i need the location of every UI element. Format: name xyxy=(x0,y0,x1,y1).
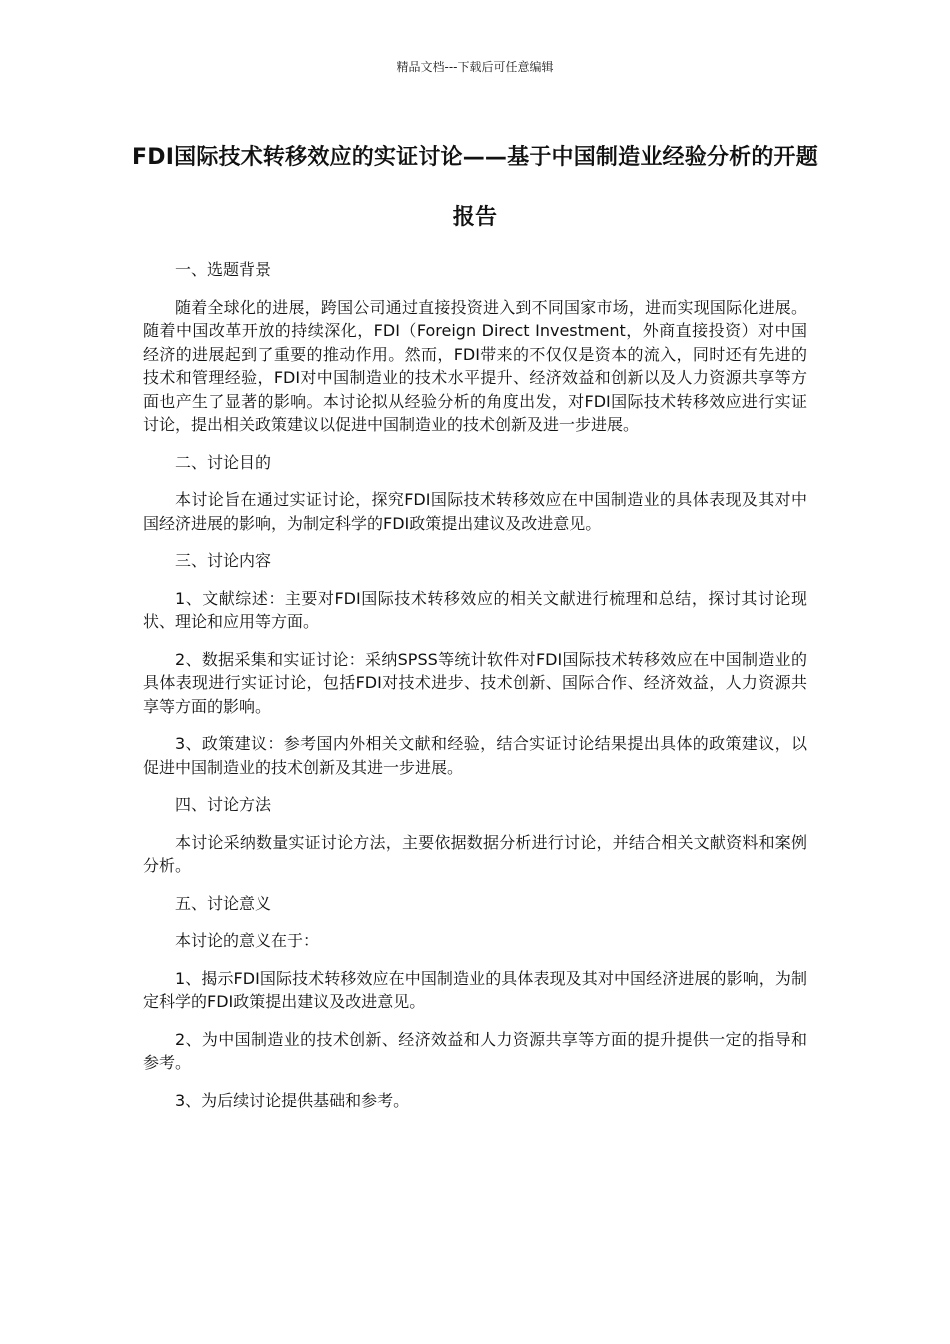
paragraph-background: 随着全球化的进展，跨国公司通过直接投资进入到不同国家市场，进而实现国际化进展。随着中国改革开放的持续深化，FDI（Foreign Direct Investment，外商直接投资）对中国经济的进展起到了重要的推动作用。然而，FDI带来的不仅仅是资本的流入，同时还有先进的技术和管理经验，FDI对中国制造业的技术水平提升、经济效益和创新以及人力资源共享等方面也产生了显著的影响。本讨论拟从经验分析的角度出发，对FDI国际技术转移效应进行实证讨论，提出相关政策建议以促进中国制造业的技术创新及进一步进展。 xyxy=(143,297,807,434)
document-title: FDI国际技术转移效应的实证讨论——基于中国制造业经验分析的开题报告 xyxy=(132,145,818,230)
paragraph-content-2: 2、数据采集和实证讨论：采纳SPSS等统计软件对FDI国际技术转移效应在中国制造业的具体表现进行实证讨论，包括FDI对技术进步、技术创新、国际合作、经济效益，人力资源共享等方面的影响。 xyxy=(143,649,807,716)
paragraph-content-1: 1、文献综述：主要对FDI国际技术转移效应的相关文献进行梳理和总结，探讨其讨论现状、理论和应用等方面。 xyxy=(143,588,807,631)
paragraph-significance-2: 2、为中国制造业的技术创新、经济效益和人力资源共享等方面的提升提供一定的指导和参考。 xyxy=(143,1029,807,1072)
section-heading-method: 四、讨论方法 xyxy=(175,795,272,814)
section-heading-background: 一、选题背景 xyxy=(175,260,272,279)
document-body xyxy=(143,258,807,1126)
section-heading-purpose: 二、讨论目的 xyxy=(175,452,272,472)
section-heading-content: 三、讨论内容 xyxy=(175,551,272,570)
page-header: 精品文档---下载后可任意编辑 xyxy=(396,60,554,74)
paragraph-content-3: 3、政策建议：参考国内外相关文献和经验，结合实证讨论结果提出具体的政策建议，以促进中国制造业的技术创新及其进一步进展。 xyxy=(143,734,807,777)
paragraph-significance-3: 3、为后续讨论提供基础和参考。 xyxy=(175,1090,410,1110)
paragraph-significance-intro: 本讨论的意义在于： xyxy=(175,931,320,950)
paragraph-purpose: 本讨论旨在通过实证讨论，探究FDI国际技术转移效应在中国制造业的具体表现及其对中国经济进展的影响，为制定科学的FDI政策提出建议及改进意见。 xyxy=(143,490,807,533)
section-heading-significance: 五、讨论意义 xyxy=(175,893,272,913)
paragraph-significance-1: 1、揭示FDI国际技术转移效应在中国制造业的具体表现及其对中国经济进展的影响，为制定科学的FDI政策提出建议及改进意见。 xyxy=(143,968,807,1011)
paragraph-method: 本讨论采纳数量实证讨论方法，主要依据数据分析进行讨论，并结合相关文献资料和案例分析。 xyxy=(143,832,807,875)
